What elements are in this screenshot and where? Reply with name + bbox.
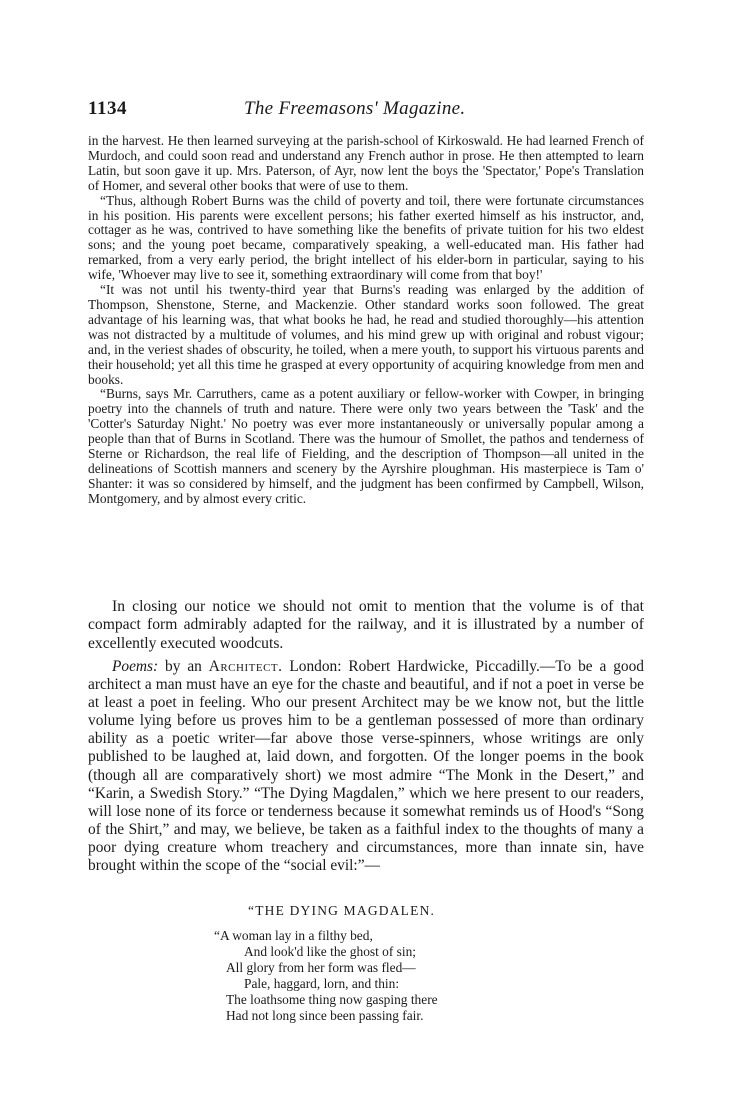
review-body: London: Robert Hardwicke, Piccadilly.—To be a good architect a man must have an eye for the chaste and beautiful, and if not a poet in verse be at least a poet in feeling. Who our present Architect may be we know not, but the little volume lying before us proves him to be a gentleman possessed of more than ordinary ability as a poetic writer—far above those verse-spinners, whose writings are only published to be laughed at, laid down, and forgotten. Of the longer poems in the book (though all are comparatively short) we most admire “The Monk in the Desert,” and “Karin, a Swedish Story.” “The Dying Magdalen,” which we here present to our readers, will lose none of its force or tenderness because it somewhat reminds us of Hood's “Song of the Shirt,” and may, we believe, be taken as a faithful index to the thoughts of many a poor dying creature whom treachery and circumstances, more than innate sin, have brought within the scope of the “social evil:”— (88, 658, 644, 875)
review-book-title: Poems: (112, 658, 159, 675)
poem-line: The loathsome thing now gasping there (226, 991, 438, 1007)
review-paragraph (88, 658, 644, 875)
excerpt-paragraph: in the harvest. He then learned surveying at the parish-school of Kirkoswald. He had learned French of Murdoch, and could soon read and understand any French author in prose. He then attempted to learn Latin, but soon gave it up. Mrs. Paterson, of Ayr, now lent the boys the 'Spectator,' Pope's Translation of Homer, and several other books that were of use to them. (88, 133, 644, 193)
closing-notice (88, 598, 644, 653)
poem-line: Pale, haggard, lorn, and thin: (244, 975, 400, 991)
page-number: 1134 (88, 98, 127, 119)
review-by: by an (158, 658, 209, 675)
review-author: Architect. (208, 658, 283, 675)
excerpt-paragraph: “It was not until his twenty-third year that Burns's reading was enlarged by the addition of Thompson, Shenstone, Sterne, and Mackenzie. Other standard works soon followed. The great advantage of his learning was, that what books he had, he read and studied thoroughly—his attention was not distracted by a multitude of volumes, and his mind grew up with original and robust vigour; and, in the veriest shades of obscurity, he toiled, when a mere youth, to support his virtuous parents and their household; yet all this time he grasped at every opportunity of acquiring knowledge from men and books. (88, 282, 644, 387)
poem-line: “A woman lay in a filthy bed, (214, 928, 373, 943)
poem-line: All glory from her form was fled— (226, 959, 416, 975)
poem-title: “THE DYING MAGDALEN. (248, 903, 436, 918)
running-title: The Freemasons' Magazine. (244, 98, 466, 119)
excerpt-paragraph: “Thus, although Robert Burns was the child of poverty and toil, there were fortunate circumstances in his position. His parents were excellent persons; his father exerted himself as his instructor, and, cottager as he was, contrived to have something like the benefits of private tuition for his two eldest sons; and the young poet became, comparatively speaking, a well-educated man. His father had remarked, from a very early period, the bright intellect of his elder-born in particular, saying to his wife, 'Whoever may live to see it, something extraordinary will come from that boy!' (88, 192, 644, 283)
closing-paragraph: In closing our notice we should not omit to mention that the volume is of that compact form admirably adapted for the railway, and it is illustrated by a number of excellently executed woodcuts. (88, 598, 644, 652)
excerpt-paragraph: “Burns, says Mr. Carruthers, came as a potent auxiliary or fellow-worker with Cowper, in bringing poetry into the channels of truth and nature. There were only two years between the 'Task' and the 'Cotter's Saturday Night.' No poetry was ever more instantaneously or universally popular among a people than that of Burns in Scotland. There was the humour of Smollet, the pathos and tenderness of Sterne or Richardson, the real life of Fielding, and the description of Thompson—all united in the delineations of Scottish manners and scenery by the Ayrshire ploughman. His masterpiece is Tam o' Shanter: it was so considered by himself, and the judgment has been confirmed by Campbell, Wilson, Montgomery, and by almost every critic. (88, 386, 644, 506)
burns-excerpt (88, 134, 644, 507)
poem-line: Had not long since been passing fair. (226, 1007, 424, 1023)
page-header (88, 98, 644, 124)
poems-review (88, 658, 644, 875)
poem-stanza (214, 928, 438, 1023)
poem-line: And look'd like the ghost of sin; (244, 943, 417, 959)
